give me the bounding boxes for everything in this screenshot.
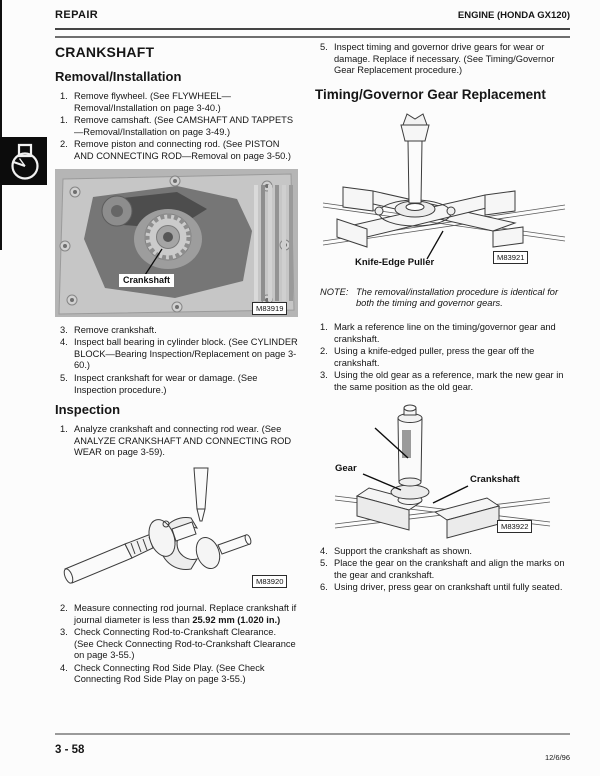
heading-inspection: Inspection (55, 402, 121, 418)
callout-gear: Gear (335, 462, 357, 474)
heading-gear-replacement: Timing/Governor Gear Replacement (315, 86, 546, 102)
figure-crankshaft-drawing (55, 465, 298, 597)
note-text: The removal/installation procedure is identical for both the timing and governor gears. (356, 286, 559, 309)
step-number: 2. (60, 139, 68, 150)
step-number: 5. (320, 42, 328, 52)
figure-knife-edge-puller (315, 111, 572, 279)
list-item (60, 325, 298, 337)
list-item (320, 582, 572, 594)
list-item (60, 603, 298, 626)
header-chapter-title: ENGINE (HONDA GX120) (457, 10, 570, 21)
figure-tag: M83921 (493, 251, 528, 264)
step-number: 4. (60, 337, 68, 348)
page-header (55, 9, 570, 21)
step-text: Mark a reference line on the timing/governor gear and crankshaft. (334, 321, 556, 344)
page-title: CRANKSHAFT (55, 44, 155, 60)
step-number: 1. (60, 424, 68, 435)
step-text: Place the gear on the crankshaft and align the marks on the gear and crankshaft. (334, 558, 565, 580)
inspection-steps-before-figure (60, 424, 298, 459)
list-item (320, 346, 572, 369)
note-label: NOTE: (320, 286, 349, 297)
list-item (60, 139, 298, 162)
puller-drawing-art (315, 111, 572, 279)
step-number: 6. (320, 582, 328, 593)
inspection-steps-after-figure (60, 603, 298, 686)
step-text: Inspect timing and governor drive gears for wear or damage. Replace if necessary. (See Timing/Governor Gear Replacement procedure.) (334, 42, 555, 76)
step-text: Using a knife-edged puller, press the gear off the crankshaft. (334, 346, 535, 368)
list-item (60, 373, 298, 396)
timer-tool-badge (0, 137, 47, 185)
list-item (320, 558, 572, 581)
callout-crankshaft: Crankshaft (470, 473, 520, 485)
step-number: 5. (60, 372, 68, 383)
step-text: Measure connecting rod journal. Replace crankshaft if journal diameter is less than (74, 602, 297, 625)
removal-steps-before-figure (60, 91, 298, 163)
step-text: Remove crankshaft. (74, 324, 157, 335)
step-text-bold: 25.92 mm (1.020 in.) (192, 614, 281, 625)
step-text: Remove camshaft. (See CAMSHAFT AND TAPPETS—Removal/Installation on page 3-49.) (74, 115, 294, 137)
step-text: Remove piston and connecting rod. (See PISTON AND CONNECTING ROD—Removal on page 3-50.) (74, 139, 291, 161)
figure-tag: M83920 (252, 575, 287, 588)
list-item (60, 115, 298, 138)
step-text: Analyze crankshaft and connecting rod wear. (See ANALYZE CRANKSHAFT AND CONNECTING ROD WEAR on page 3-59). (74, 424, 292, 458)
gear-steps-after-figure (320, 546, 572, 594)
stopwatch-icon (0, 137, 47, 185)
removal-steps-after-figure (60, 325, 298, 397)
step-number: 3. (320, 370, 328, 381)
step-number: 5. (320, 558, 328, 569)
figure-tag: M83919 (252, 302, 287, 315)
footer-date: 12/6/96 (544, 753, 570, 762)
step-number: 3. (60, 627, 68, 638)
figure-tag: M83922 (497, 520, 532, 533)
list-item (60, 663, 298, 686)
step-text: Remove flywheel. (See FLYWHEEL—Removal/Installation on page 3-40.) (74, 91, 231, 113)
footer-page-number: 3 - 58 (55, 744, 85, 756)
footer-rule (55, 733, 570, 735)
step-number: 1. (60, 115, 68, 126)
figure-gear-press (315, 400, 572, 540)
list-item (60, 424, 298, 459)
heading-removal-installation: Removal/Installation (55, 69, 182, 84)
step-text: Check Connecting Rod Side Play. (See Check Connecting Rod Side Play on page 3-55.) (74, 662, 265, 685)
left-column (55, 44, 298, 692)
step-number: 1. (320, 321, 328, 332)
list-item (60, 337, 298, 372)
note (320, 287, 572, 310)
header-section-title: REPAIR (55, 9, 99, 21)
step-number: 1. (60, 91, 68, 101)
callout-knife-edge-puller: Knife-Edge Puller (355, 256, 435, 268)
step-number: 3. (60, 324, 68, 335)
list-item (60, 91, 298, 114)
top-steps (320, 42, 572, 77)
page-edge-line (0, 0, 2, 250)
step-text: Inspect crankshaft for wear or damage. (See Inspection procedure.) (74, 372, 258, 395)
callout-crankshaft: Crankshaft (119, 274, 174, 287)
step-number: 2. (60, 602, 68, 613)
right-column (315, 42, 572, 600)
crankcase-photo-art (55, 169, 298, 317)
figure-crankcase-photo (55, 169, 298, 317)
step-text: Inspect ball bearing in cylinder block. (See CYLINDER BLOCK—Bearing Inspection/Replacement on page 3-60.) (74, 337, 298, 371)
list-item (320, 322, 572, 345)
list-item (320, 42, 572, 77)
list-item (320, 546, 572, 558)
gear-steps-before-figure (320, 322, 572, 394)
step-number: 4. (320, 545, 328, 556)
step-text: Check Connecting Rod-to-Crankshaft Clearance. (See Check Connecting Rod-to-Crankshaft Clearance on page 3-55.) (74, 627, 296, 661)
step-number: 4. (60, 662, 68, 673)
list-item (60, 627, 298, 662)
step-text: Using the old gear as a reference, mark the new gear in the same position as the old gear. (334, 370, 564, 392)
step-number: 2. (320, 346, 328, 357)
list-item (320, 370, 572, 393)
step-text: Using driver, press gear on crankshaft until fully seated. (334, 582, 563, 593)
header-rule (55, 28, 570, 38)
step-text: Support the crankshaft as shown. (334, 545, 472, 556)
